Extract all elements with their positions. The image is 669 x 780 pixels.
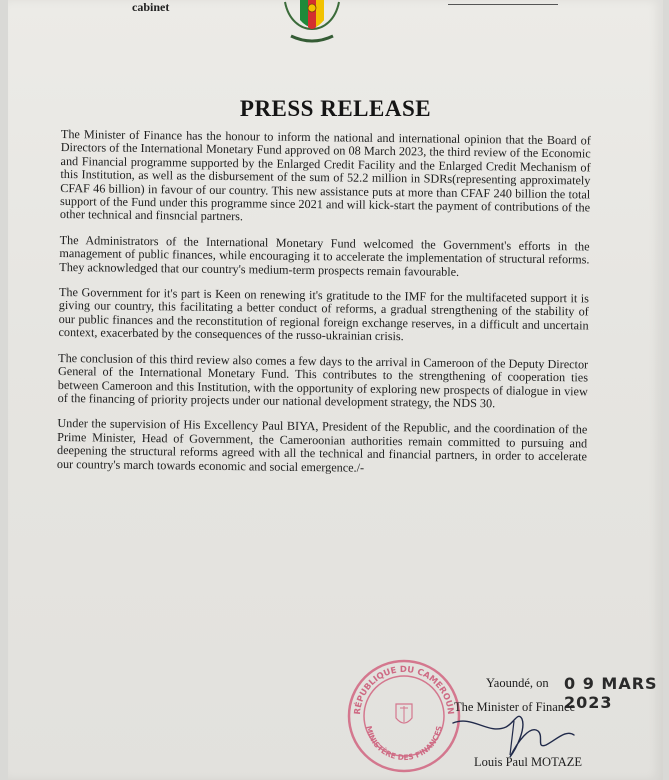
page-title: PRESS RELEASE	[239, 96, 432, 121]
document-page	[8, 0, 663, 780]
cabinet-label: cabinet	[132, 0, 170, 14]
paragraph-government-gratitude: The Government for it's part is Keen on renewing it's gratitude to the IMF for the multifaceted support it is giving our country, this facilitating a better conduct of reforms, a gradual strengthening of the stability of our public finances and the reconstitution of regional foreign exchange reserves, in a difficult and uncertain context, exacerbated by the consequences of the russo-ukrainian crisis.	[58, 285, 590, 344]
official-seal-stamp	[344, 656, 464, 776]
minister-name: Louis Paul MOTAZE	[474, 755, 583, 769]
paragraph-supervision: Under the supervision of His Excellency Paul BIYA, President of the Republic, and the coordination of the Prime Minister, Head of Government, the Cameroonian authorities remain committed to pursuing and deepening the structural reforms agreed with all the technical and financial partners, in order to accelerate our country's march towards economic and social emergence./-	[56, 416, 588, 475]
signing-place: Yaoundé, on	[486, 676, 549, 690]
paragraph-third-review: The conclusion of this third review also comes a few days to the arrival in Cameroon of the Deputy Director General of the International Monetary Fund. This contributes to the strengthening of cooperation ties between Cameroon and this Institution, with the opportunity of exploring new prospects of dialogue in view of the financing of priority projects under our national development strategy, the NDS 30.	[57, 350, 589, 411]
seal-inner-text: MINISTÈRE DES FINANCES	[364, 724, 444, 763]
paragraph-announcement: The Minister of Finance has the honour to inform the national and international opinion that the Board of Directors of the International Monetary Fund approved on 08 March 2023, the third review of the Economic and Financial programme supported by the Enlarged Credit Facility and the Enlarged Credit Mechanism of this Institution, as well as the disbursement of the sum of 52.2 million in SDRs(representing approximately CFAF 46 billion) in favour of our country. This new assistance puts at more than CFAF 240 billion the total support of the Fund under this programme since 2021 and will kick-start the payment of contributions of the other technical and finsncial partners.	[59, 127, 591, 224]
svg-text:MINISTÈRE DES FINANCES	[364, 725, 444, 762]
minister-title: The Minister of Finance	[454, 700, 576, 714]
header-rule	[448, 4, 558, 5]
date-stamp: 0 9 MARS 2023	[564, 674, 658, 712]
seal-outer-text: RÉPUBLIQUE DU CAMEROUN	[352, 664, 456, 716]
paragraph-administrators: The Administrators of the International Monetary Fund welcomed the Government's efforts in the management of public finances, while encouraging it to accelerate the implementation of structural reforms. They acknowledged that our country's medium-term prospects remain favourable.	[59, 232, 590, 279]
cameroon-coat-of-arms-icon	[267, 0, 357, 50]
press-release-body	[57, 128, 591, 489]
